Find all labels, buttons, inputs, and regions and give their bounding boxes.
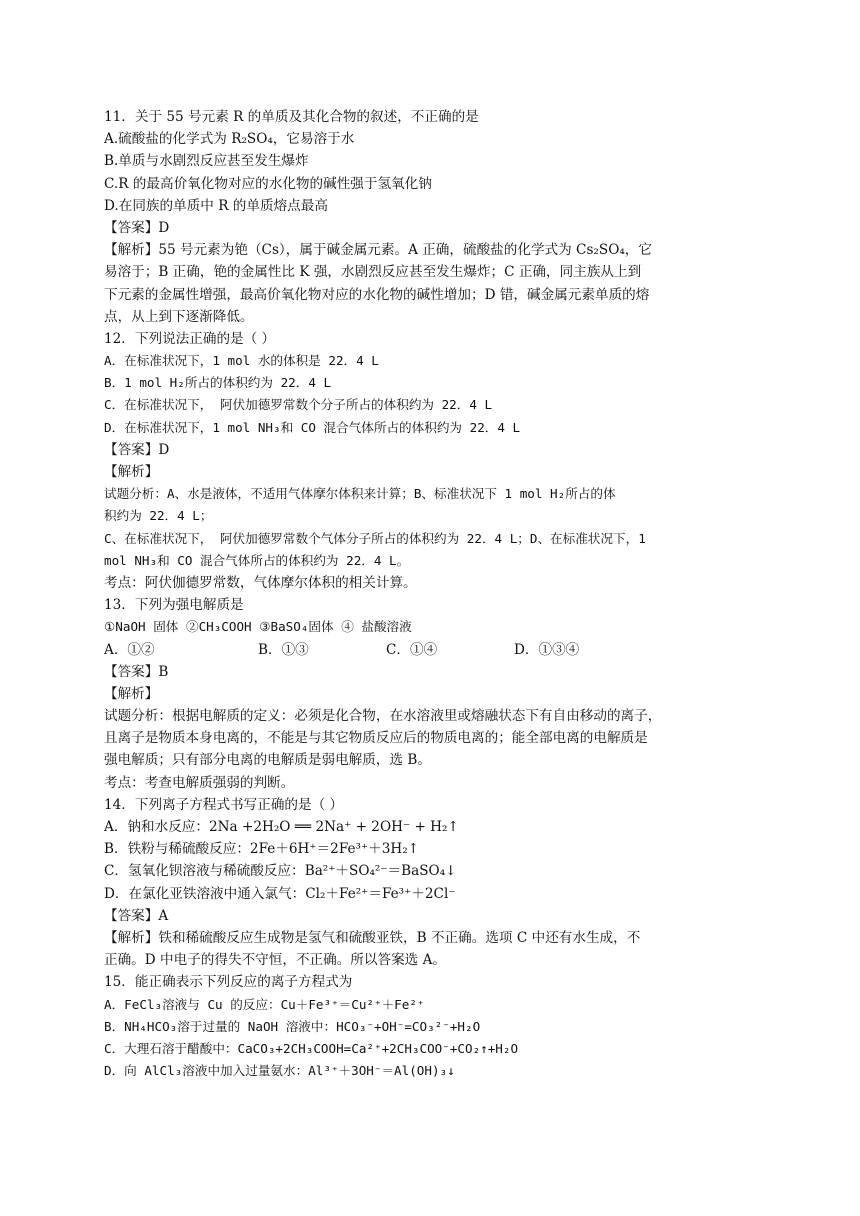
q15-option-b: B．NH₄HCO₃溶于过量的 NaOH 溶液中：HCO₃⁻+OH⁻=CO₃²⁻+H₂O xyxy=(104,1018,481,1034)
q15-option-c: C．大理石溶于醋酸中：CaCO₃+2CH₃COOH=Ca²⁺+2CH₃COO⁻+CO₂↑+H₂O xyxy=(104,1040,519,1056)
q11-analysis-line-1: 【解析】55 号元素为铯（Cs），属于碱金属元素。A 正确，硫酸盐的化学式为 Cs₂SO₄，它 xyxy=(104,242,652,259)
q12-option-c: C．在标准状况下， 阿伏加德罗常数个分子所占的体积约为 22．4 L xyxy=(104,397,493,413)
q11-option-c: C.R 的最高价氧化物对应的水化物的碱性强于氢氧化钠 xyxy=(104,175,432,192)
q14-option-d: D．在氯化亚铁溶液中通入氯气：Cl₂＋Fe²⁺＝Fe³⁺＋2Cl⁻ xyxy=(104,885,456,902)
q13-analysis-head: 【解析】 xyxy=(104,685,159,702)
q13-answer: 【答案】B xyxy=(104,663,169,680)
q15-option-d: D．向 AlCl₃溶液中加入过量氨水：Al³⁺＋3OH⁻＝Al(OH)₃↓ xyxy=(104,1063,455,1079)
q13-analysis-line-1: 试题分析：根据电解质的定义：必须是化合物，在水溶液里或熔融状态下有自由移动的离子， xyxy=(104,708,662,725)
q14-stem: 14．下列离子方程式书写正确的是（ ） xyxy=(104,796,344,813)
q11-analysis-line-3: 下元素的金属性增强，最高价氧化物对应的水化物的碱性增加；D 错，碱金属元素单质的熔 xyxy=(104,286,650,303)
q11-analysis-line-2: 易溶于；B 正确，铯的金属性比 K 强，水剧烈反应甚至发生爆炸；C 正确，同主族从上到 xyxy=(104,264,642,281)
q11-answer: 【答案】D xyxy=(104,219,170,236)
q12-analysis-line-2: 积约为 22．4 L； xyxy=(104,508,213,524)
q13-analysis-line-3: 强电解质；只有部分电离的电解质是弱电解质，选 B。 xyxy=(104,752,431,769)
q12-option-b: B．1 mol H₂所占的体积约为 22．4 L xyxy=(104,375,332,391)
q12-analysis-line-1: 试题分析：A、水是液体，不适用气体摩尔体积来计算；B、标准状况下 1 mol H₂所占的体 xyxy=(104,486,616,502)
q13-kaodian: 考点：考查电解质强弱的判断。 xyxy=(104,774,295,791)
q12-stem: 12．下列说法正确的是（ ） xyxy=(104,330,276,347)
q12-answer: 【答案】D xyxy=(104,441,170,458)
q13-option-a: A．①② xyxy=(104,641,155,658)
q11-option-d: D.在同族的单质中 R 的单质熔点最高 xyxy=(104,197,328,214)
q15-stem: 15．能正确表示下列反应的离子方程式为 xyxy=(104,974,353,991)
q14-option-a: A．钠和水反应：2Na +2H₂O ══ 2Na⁺ + 2OH⁻ + H₂↑ xyxy=(104,819,459,835)
q14-analysis-line-1: 【解析】铁和稀硫酸反应生成物是氢气和硫酸亚铁，B 不正确。选项 C 中还有水生成，不 xyxy=(104,929,641,946)
q13-analysis-line-2: 且离子是物质本身电离的，不能是与其它物质反应后的物质电离的；能全部电离的电解质是 xyxy=(104,730,648,747)
q13-option-c: C．①④ xyxy=(386,641,438,658)
q12-option-d: D．在标准状况下，1 mol NH₃和 CO 混合气体所占的体积约为 22．4 L xyxy=(104,419,521,435)
q11-analysis-line-4: 点，从上到下逐渐降低。 xyxy=(104,308,254,325)
document-page xyxy=(104,106,784,1082)
q14-option-b: B．铁粉与稀硫酸反应：2Fe＋6H⁺＝2Fe³⁺＋3H₂↑ xyxy=(104,841,420,858)
q12-option-a: A．在标准状况下，1 mol 水的体积是 22．4 L xyxy=(104,353,379,369)
q14-analysis-line-2: 正确。D 中电子的得失不守恒，不正确。所以答案选 A。 xyxy=(104,952,447,969)
q11-option-b: B.单质与水剧烈反应甚至发生爆炸 xyxy=(104,153,309,170)
q11-option-a: A.硫酸盐的化学式为 R₂SO₄，它易溶于水 xyxy=(104,131,355,148)
q13-stem: 13．下列为强电解质是 xyxy=(104,597,244,614)
q12-analysis-line-4: mol NH₃和 CO 混合气体所占的体积约为 22．4 L。 xyxy=(104,552,410,568)
q12-analysis-line-3: C、在标准状况下， 阿伏加德罗常数个气体分子所占的体积约为 22．4 L；D、在标准状况下，1 xyxy=(104,530,646,546)
q14-answer: 【答案】A xyxy=(104,907,169,924)
q12-kaodian: 考点：阿伏伽德罗常数，气体摩尔体积的相关计算。 xyxy=(104,574,417,591)
q13-option-b: B．①③ xyxy=(258,641,309,658)
q13-items: ①NaOH 固体 ②CH₃COOH ③BaSO₄固体 ④ 盐酸溶液 xyxy=(104,619,412,635)
q13-options-row xyxy=(104,639,784,661)
q14-option-c: C．氢氧化钡溶液与稀硫酸反应：Ba²⁺＋SO₄²⁻＝BaSO₄↓ xyxy=(104,863,457,880)
q13-option-d: D．①③④ xyxy=(514,641,580,658)
q11-stem: 11．关于 55 号元素 R 的单质及其化合物的叙述，不正确的是 xyxy=(104,109,479,125)
q15-option-a: A．FeCl₃溶液与 Cu 的反应：Cu＋Fe³⁺＝Cu²⁺＋Fe²⁺ xyxy=(104,996,425,1012)
q12-analysis-head: 【解析】 xyxy=(104,464,159,480)
